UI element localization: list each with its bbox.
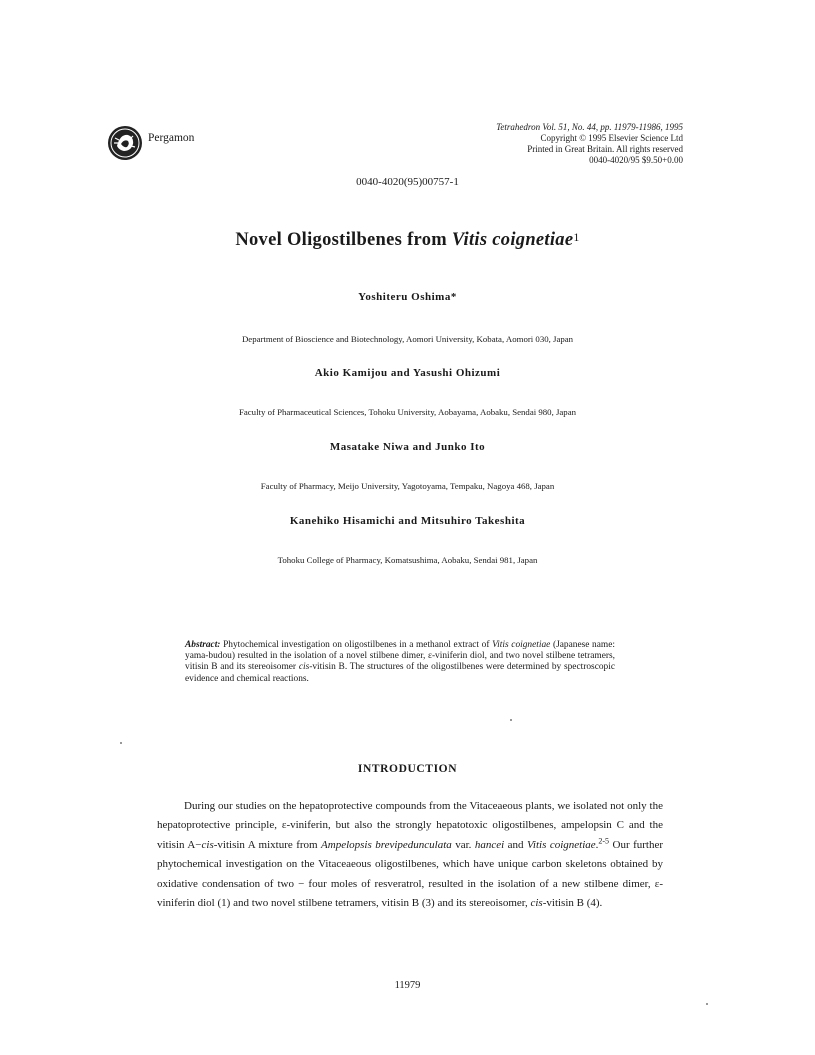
scan-speck (706, 1003, 708, 1005)
journal-line: Tetrahedron Vol. 51, No. 44, pp. 11979-11986, 1995 (496, 122, 683, 132)
body-text: Our further phytochemical investigation on the Vitaceaeous oligostilbenes, which have unique carbon skeletons obtained by oxidative condensation of two − four moles of resveratrol, resulted in the isolation of a new stilbene dimer, ε-viniferin diol (1) and two novel stilbene tetramers, vitisin B (3) and its stereoisomer, (157, 838, 663, 910)
title-text: Novel Oligostilbenes from (235, 230, 452, 250)
introduction-paragraph (157, 797, 663, 913)
title-footnote-mark: 1 (573, 230, 580, 244)
body-text: -vitisin A mixture from (213, 838, 322, 851)
scan-speck (510, 719, 512, 721)
paper-title (0, 230, 815, 251)
abstract-text: Phytochemical investigation on oligostilbenes in a methanol extract of (220, 640, 493, 650)
section-heading-introduction: INTRODUCTION (357, 763, 458, 775)
scan-speck (120, 742, 122, 744)
body-italic: cis (201, 838, 214, 851)
doi-code: 0040-4020(95)00757-1 (356, 176, 459, 188)
body-text: During our studies on the hepatoprotective compounds from the Vitaceaeous plants, we isolated not only the hepatoprotective principle, ε-viniferin, but also the strongly hepatotoxic oligostilbenes, ampelopsin C and the vitisin A− (157, 800, 663, 851)
body-species: Ampelopsis brevipedunculata (321, 838, 452, 851)
abstract (185, 640, 615, 685)
abstract-species: Vitis coignetiae (492, 640, 551, 650)
body-text: -vitisin B (4). (542, 897, 603, 910)
author-line: Yoshiteru Oshima* (358, 291, 457, 303)
abstract-text: (Japanese name: yama-budou) resulted in the isolation of a novel stilbene dimer, ε-viniferin diol, and two novel stilbene tetramers, vitisin B and its stereoisomer (185, 640, 615, 673)
citation-reference: 2-5 (598, 836, 610, 846)
author-line: Akio Kamijou and Yasushi Ohizumi (314, 367, 501, 379)
abstract-text: -vitisin B. The structures of the oligostilbenes were determined by spectroscopic evidence and chemical reactions. (185, 662, 615, 684)
body-italic: hancei (474, 838, 505, 851)
journal-citation (383, 122, 683, 166)
journal-line: Printed in Great Britain. All rights reserved (527, 144, 683, 154)
affiliation: Department of Bioscience and Biotechnology, Aomori University, Kobata, Aomori 030, Japan (241, 334, 574, 344)
body-italic: cis (530, 897, 543, 910)
affiliation: Faculty of Pharmacy, Meijo University, Yagotoyama, Tempaku, Nagoya 468, Japan (260, 481, 555, 491)
journal-line: Copyright © 1995 Elsevier Science Ltd (540, 133, 683, 143)
title-species: Vitis coignetiae (451, 230, 574, 250)
body-species: Vitis coignetiae (527, 838, 596, 851)
author-line: Masatake Niwa and Junko Ito (329, 441, 486, 453)
journal-line: 0040-4020/95 $9.50+0.00 (589, 155, 683, 165)
page-number: 11979 (394, 980, 421, 991)
body-text: . (595, 838, 599, 851)
affiliation: Faculty of Pharmaceutical Sciences, Tohoku University, Aobayama, Aobaku, Sendai 980, Japan (238, 407, 576, 417)
publisher-name: Pergamon (148, 132, 195, 144)
publisher-logo-icon (106, 124, 144, 162)
body-text: and (504, 838, 528, 851)
author-line: Kanehiko Hisamichi and Mitsuhiro Takeshita (289, 515, 526, 527)
abstract-label: Abstract: (185, 640, 221, 650)
body-text: var. (451, 838, 475, 851)
abstract-italic: cis (298, 662, 310, 673)
affiliation: Tohoku College of Pharmacy, Komatsushima, Aobaku, Sendai 981, Japan (277, 555, 538, 565)
